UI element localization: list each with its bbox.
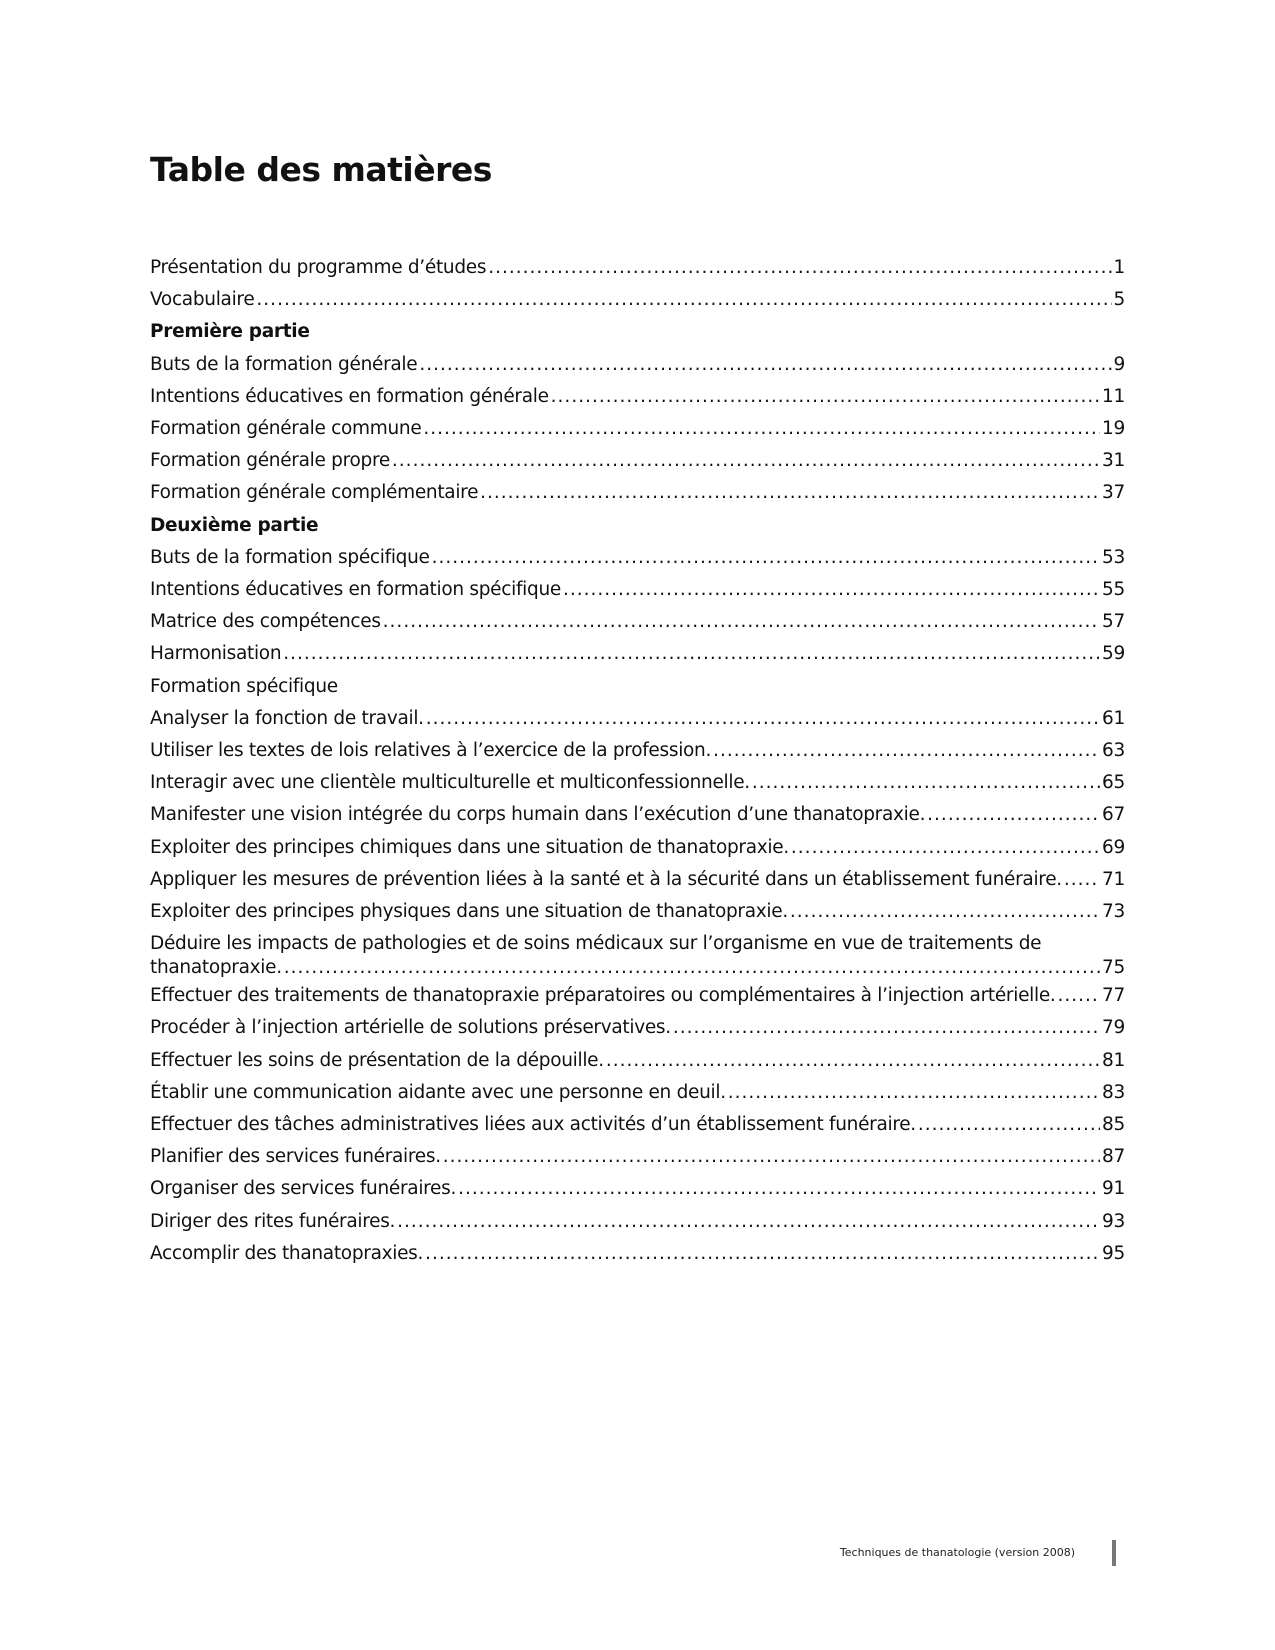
toc-entry-label: Procéder à l’injection artérielle de solutions préservatives. bbox=[150, 1017, 671, 1039]
toc-page-number: 69 bbox=[1102, 836, 1125, 858]
toc-entry-label: Matrice des compétences bbox=[150, 611, 381, 633]
footer-bar bbox=[1112, 1540, 1116, 1566]
leader-dots bbox=[423, 413, 1100, 445]
toc-page-number: 87 bbox=[1102, 1146, 1125, 1168]
leader-dots bbox=[283, 638, 1100, 670]
leader-dots bbox=[256, 284, 1111, 316]
toc-entry[interactable] bbox=[150, 1045, 1125, 1077]
page-title: Table des matières bbox=[150, 150, 492, 189]
leader-dots bbox=[443, 1141, 1100, 1173]
toc-entry-label: Planifier des services funéraires. bbox=[150, 1146, 441, 1168]
toc-page-number: 73 bbox=[1102, 901, 1125, 923]
toc-entry[interactable] bbox=[150, 735, 1125, 767]
toc-entry[interactable] bbox=[150, 606, 1125, 638]
toc-entry[interactable] bbox=[150, 445, 1125, 477]
toc-page-number: 53 bbox=[1102, 546, 1125, 568]
toc-page-number: 5 bbox=[1113, 289, 1125, 311]
leader-dots bbox=[927, 799, 1100, 831]
toc-page-number: 31 bbox=[1102, 450, 1125, 472]
leader-dots bbox=[383, 606, 1100, 638]
table-of-contents bbox=[150, 252, 1125, 1270]
toc-entry[interactable] bbox=[150, 767, 1125, 799]
toc-entry[interactable] bbox=[150, 1141, 1125, 1173]
subsection-label: Formation spécifique bbox=[150, 675, 338, 697]
toc-page-number: 57 bbox=[1102, 611, 1125, 633]
leader-dots bbox=[397, 1206, 1100, 1238]
toc-entry-label: Formation générale commune bbox=[150, 418, 422, 440]
toc-entry[interactable] bbox=[150, 896, 1125, 928]
toc-entry-label: Intentions éducatives en formation générale bbox=[150, 385, 549, 407]
leader-dots bbox=[790, 896, 1100, 928]
toc-page-number: 93 bbox=[1102, 1210, 1125, 1232]
leader-dots bbox=[606, 1045, 1100, 1077]
toc-page-number: 37 bbox=[1102, 482, 1125, 504]
toc-entry[interactable] bbox=[150, 284, 1125, 316]
toc-entry[interactable] bbox=[150, 864, 1125, 896]
toc-entry-label: Diriger des rites funéraires. bbox=[150, 1210, 396, 1232]
toc-page-number: 63 bbox=[1102, 740, 1125, 762]
toc-page-number: 61 bbox=[1102, 707, 1125, 729]
toc-entry-label: Harmonisation bbox=[150, 643, 282, 665]
toc-entry-label: Organiser des services funéraires. bbox=[150, 1178, 457, 1200]
toc-entry-label: Exploiter des principes chimiques dans une situation de thanatopraxie. bbox=[150, 836, 789, 858]
toc-entry[interactable] bbox=[150, 928, 1125, 980]
toc-page-number: 65 bbox=[1102, 772, 1125, 794]
footer-text: Techniques de thanatologie (version 2008) bbox=[839, 1546, 1075, 1559]
toc-page-number: 79 bbox=[1102, 1017, 1125, 1039]
leader-dots bbox=[791, 832, 1100, 864]
toc-entry-label: Formation générale complémentaire bbox=[150, 482, 479, 504]
toc-entry[interactable] bbox=[150, 477, 1125, 509]
leader-dots bbox=[673, 1012, 1100, 1044]
toc-entry[interactable] bbox=[150, 799, 1125, 831]
toc-page-number: 95 bbox=[1102, 1242, 1125, 1264]
toc-entry-label: Effectuer les soins de présentation de la dépouille. bbox=[150, 1049, 604, 1071]
toc-page-number: 91 bbox=[1102, 1178, 1125, 1200]
leader-dots bbox=[752, 767, 1100, 799]
leader-dots bbox=[488, 252, 1111, 284]
toc-entry-label: Présentation du programme d’études bbox=[150, 257, 487, 278]
leader-dots bbox=[425, 1238, 1100, 1270]
toc-entry-label: Effectuer des tâches administratives liées aux activités d’un établissement funéraire. bbox=[150, 1114, 916, 1136]
leader-dots bbox=[563, 574, 1100, 606]
section-heading: Première partie bbox=[150, 321, 310, 343]
leader-dots bbox=[419, 349, 1111, 381]
toc-entry[interactable] bbox=[150, 1109, 1125, 1141]
toc-page-number: 19 bbox=[1102, 418, 1125, 440]
toc-page-number: 9 bbox=[1113, 353, 1125, 375]
toc-entry[interactable] bbox=[150, 349, 1125, 381]
toc-entry[interactable] bbox=[150, 413, 1125, 445]
toc-entry-label: Utiliser les textes de lois relatives à l’exercice de la profession. bbox=[150, 740, 712, 762]
toc-page-number: 55 bbox=[1102, 579, 1125, 601]
toc-entry[interactable] bbox=[150, 638, 1125, 670]
toc-entry-label: Manifester une vision intégrée du corps humain dans l’exécution d’une thanatopraxie. bbox=[150, 804, 926, 826]
leader-dots bbox=[432, 542, 1100, 574]
toc-entry-label-cont: thanatopraxie. bbox=[150, 957, 282, 979]
section-heading: Deuxième partie bbox=[150, 514, 319, 536]
toc-entry[interactable] bbox=[150, 1077, 1125, 1109]
leader-dots bbox=[713, 735, 1100, 767]
toc-entry-label: Accomplir des thanatopraxies. bbox=[150, 1242, 424, 1264]
toc-page-number: 11 bbox=[1102, 385, 1125, 407]
toc-page-number: 1 bbox=[1113, 257, 1125, 278]
leader-dots bbox=[551, 381, 1100, 413]
toc-entry[interactable] bbox=[150, 252, 1125, 284]
leader-dots bbox=[1058, 980, 1101, 1012]
leader-dots bbox=[426, 703, 1100, 735]
toc-entry[interactable] bbox=[150, 980, 1125, 1012]
leader-dots bbox=[480, 477, 1100, 509]
toc-entry-label: Interagir avec une clientèle multiculturelle et multiconfessionnelle. bbox=[150, 772, 750, 794]
leader-dots bbox=[392, 445, 1100, 477]
leader-dots bbox=[284, 956, 1100, 980]
toc-entry-label: Formation générale propre bbox=[150, 450, 390, 472]
toc-entry-label: Appliquer les mesures de prévention liées à la santé et à la sécurité dans un établissement funéraire. bbox=[150, 868, 1062, 890]
toc-page-number: 83 bbox=[1102, 1081, 1125, 1103]
toc-entry-label: Établir une communication aidante avec une personne en deuil. bbox=[150, 1081, 726, 1103]
leader-dots bbox=[458, 1173, 1100, 1205]
toc-entry-label: Déduire les impacts de pathologies et de soins médicaux sur l’organisme en vue de traitements de bbox=[150, 933, 1042, 955]
toc-entry[interactable] bbox=[150, 574, 1125, 606]
toc-page-number: 85 bbox=[1102, 1114, 1125, 1136]
toc-entry-label: Buts de la formation spécifique bbox=[150, 546, 430, 568]
toc-entry[interactable] bbox=[150, 1173, 1125, 1205]
toc-entry[interactable] bbox=[150, 1206, 1125, 1238]
toc-page-number: 81 bbox=[1102, 1049, 1125, 1071]
toc-entry[interactable] bbox=[150, 832, 1125, 864]
leader-dots bbox=[728, 1077, 1100, 1109]
toc-entry[interactable] bbox=[150, 381, 1125, 413]
toc-entry-label: Vocabulaire bbox=[150, 289, 255, 311]
toc-entry-label: Intentions éducatives en formation spécifique bbox=[150, 579, 561, 601]
toc-entry-label: Analyser la fonction de travail. bbox=[150, 707, 424, 729]
leader-dots bbox=[918, 1109, 1100, 1141]
toc-page-number: 71 bbox=[1102, 868, 1125, 890]
toc-page-number: 77 bbox=[1102, 985, 1125, 1007]
toc-entry-label: Exploiter des principes physiques dans une situation de thanatopraxie. bbox=[150, 901, 788, 923]
toc-page-number: 59 bbox=[1102, 643, 1125, 665]
toc-entry-label: Buts de la formation générale bbox=[150, 353, 418, 375]
toc-entry[interactable] bbox=[150, 1238, 1125, 1270]
toc-entry[interactable] bbox=[150, 703, 1125, 735]
toc-page-number: 75 bbox=[1102, 957, 1125, 979]
toc-page-number: 67 bbox=[1102, 804, 1125, 826]
toc-entry[interactable] bbox=[150, 1012, 1125, 1044]
leader-dots bbox=[1064, 864, 1100, 896]
toc-entry[interactable] bbox=[150, 542, 1125, 574]
toc-entry-label: Effectuer des traitements de thanatopraxie préparatoires ou complémentaires à l’injection artérielle. bbox=[150, 985, 1056, 1007]
